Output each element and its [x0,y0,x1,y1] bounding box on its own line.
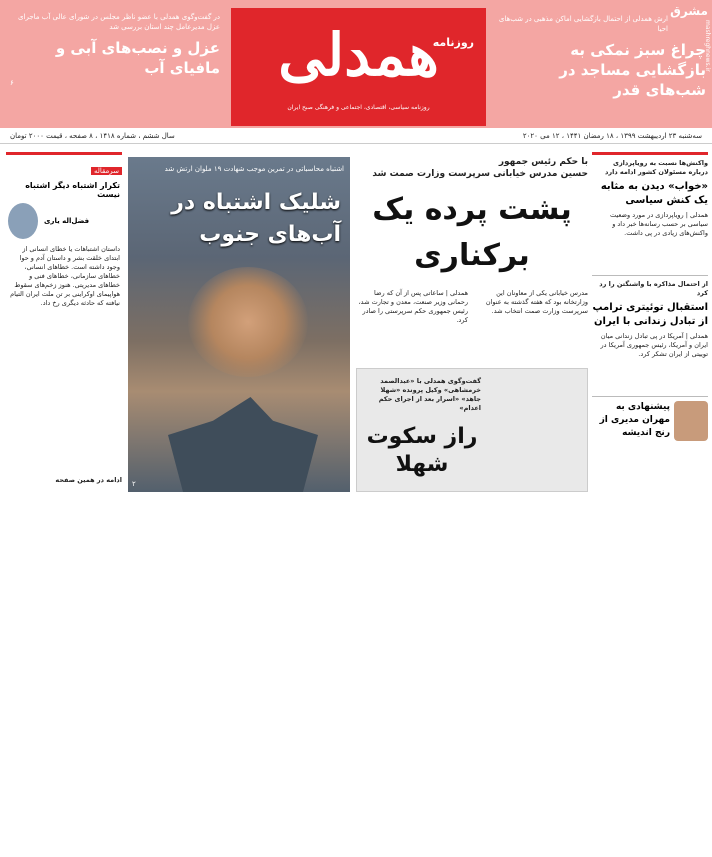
right-item1-small: واکنش‌ها نسبت به رویاپردازی درباره مسئولان کشور ادامه دارد [605,159,708,176]
lead-story[interactable] [356,157,588,365]
masthead-tagline: روزنامه سیاسی، اقتصادی، اجتماعی و فرهنگی صبح ایران [287,104,430,111]
explosion-smoke [188,267,308,377]
photo-headline: شلیک اشتباه در آب‌های جنوب [171,190,341,247]
editorial-column [6,152,122,502]
editorial-body: داستان اشتباهات یا خطای انسانی از ابتدای خلقت بشر و داستان آدم و حوا وجود داشته است. خطاهای انسانی، خطاهای سازمانی، خطاهای فنی و خطاهای مدیریتی. هنوز زخم‌های سقوط هواپیمای اوکراینی بر تن ملت ایران التیام نیافته که حادثه دیگری رخ داد. [10,245,120,307]
right-item2-small: از احتمال مذاکره با واشنگتن را رد کرد [599,280,708,297]
lead-body-right: همدلی | ساعاتی پس از آن که رضا رحمانی وزیر صنعت، معدن و تجارت شد، رئیس جمهوری حکم سرپرستی را صادر کرد. [358,289,468,324]
lead-headline: پشت پرده یک برکناری [372,192,572,273]
dateline-issue: سال ششم ، شماره ۱۴۱۸ ، ۸ صفحه ، قیمت ۲۰۰۰ تومان [10,132,175,140]
dateline [0,128,712,144]
masthead [231,8,486,126]
header-left-headline: عزل و نصب‌های آبی و مافیای آب [55,39,220,77]
header-right-headline: چراغ سبز نمکی به بازگشایی مساجد در شب‌های قدر [559,41,706,99]
dateline-date: سه‌شنبه ۲۳ اردیبهشت ۱۳۹۹ ، ۱۸ رمضان ۱۴۴۱ ، ۱۲ می ۲۰۲۰ [522,132,702,140]
lead-sub2: حسین مدرس خیابانی سرپرست وزارت صمت شد [372,169,588,179]
masthead-rooznameh: روزنامه [432,36,474,49]
editorial-tag: سرمقاله [91,167,122,175]
photo-caption: اشتباه محاسباتی در تمرین موجب شهادت ۱۹ ملوان ارتش شد [164,165,344,173]
main-photo[interactable] [128,157,350,492]
right-item1-title[interactable]: «خواب» دیدن به مثابه یک کنش سیاسی [600,181,708,206]
editorial-title[interactable]: تکرار اشتباه دیگر اشتباه نیست [25,181,120,199]
editorial-continue[interactable]: ادامه در همین صفحه [55,476,122,484]
lead-body-left: مدرس خیابانی یکی از معاونان این وزارتخانه بود که هفته گذشته به عنوان سرپرست وزارت صمت انتخاب شد. [485,289,588,315]
header-right-small: ارش همدلی از احتمال بازگشایی اماکن مذهبی در شب‌های احیا [498,15,668,33]
right-item1-body: همدلی | رویاپردازی در مورد وضعیت سیاسی بر حسب رسانه‌ها خبر داد و واکنش‌های زیادی در پی داشت. [610,211,708,237]
mehran-modiri-photo [674,401,708,441]
ship-silhouette [168,397,318,492]
header-left-small: در گفت‌وگوی همدلی با عضو ناظر مجلس در شورای عالی آب ماجرای عزل مدیرعامل چند استان بررسی شد [18,13,220,31]
header-left-teaser[interactable] [10,12,220,88]
masthead-logo: همدلی [278,21,439,89]
site-logo: مشرق [670,4,708,18]
interview-box[interactable] [356,368,588,492]
right-item3-title[interactable]: پیشنهادی به مهران مدیری از رنج اندیشه [599,402,670,438]
right-column [592,152,708,502]
watermark: mashreghnews.ir [704,20,711,72]
photo-page: ۲ [132,480,136,488]
interview-headline: راز سکوت شهلا [366,424,478,477]
header-right-teaser[interactable] [496,14,706,100]
right-item2-title[interactable]: استقبال توئیتری ترامپ از تبادل زندانی با ایران [592,302,708,327]
header-left-page: ۶ [10,79,14,87]
editorial-author: فضل‌اله یاری [44,217,90,225]
lead-sub1: با حکم رئیس جمهور [498,157,588,167]
right-item2-body: همدلی | آمریکا در پی تبادل زندانی میان ایران و آمریکا، رئیس جمهوری آمریکا در توییتی از ایران تشکر کرد. [600,332,708,358]
interview-small: گفت‌وگوی همدلی با «عبدالصمد خرمشاهی» وکیل پرونده «شهلا جاهد» «اسرار بعد از اجرای حکم اعدام» [378,377,481,412]
header-band [0,0,712,128]
author-photo [8,203,38,239]
